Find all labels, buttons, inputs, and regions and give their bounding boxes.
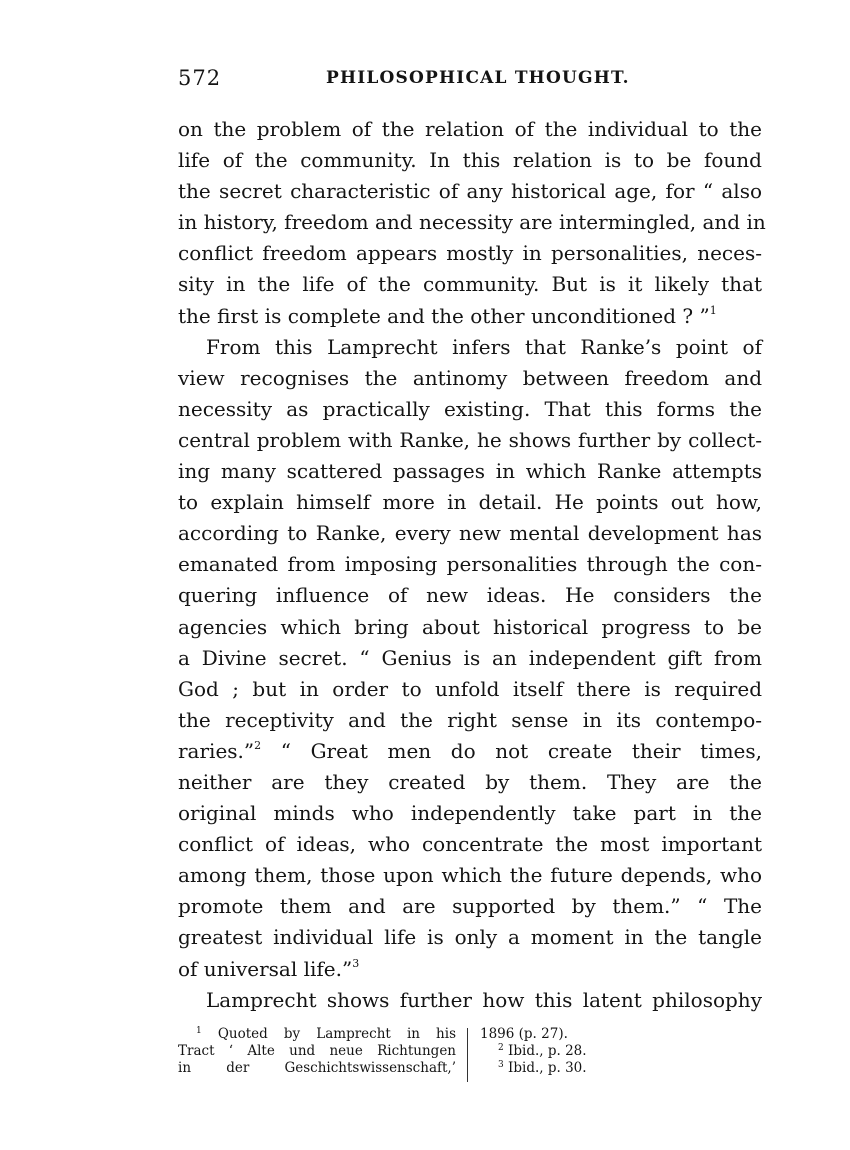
text-line: neither are they created by them. They are the [178, 769, 762, 794]
text-line: view recognises the antinomy between freedom and [178, 365, 762, 390]
text-line: ing many scattered passages in which Ranke attempts [178, 459, 762, 484]
text-line: central problem with Ranke, he shows further by collect- [178, 427, 762, 452]
footnote-line: Tract ‘ Alte und neue Richtungen [178, 1043, 456, 1059]
body-text [178, 114, 766, 1016]
footnote-ref: 1 [709, 303, 717, 317]
footnote-line: $^1$ Quoted by Lamprecht in his [196, 1026, 456, 1042]
footnote-mark: 2 [498, 1043, 504, 1053]
footnote-ref: 3 [352, 956, 360, 970]
text-line: life of the community. In this relation is to be found [178, 148, 762, 173]
page-header [178, 66, 762, 96]
text-line: the receptivity and the right sense in its contempo- [178, 707, 762, 732]
footnote-divider [467, 1028, 468, 1082]
footnote-line: in der Geschichtswissenschaft,’ [178, 1060, 456, 1076]
footnote-line: $^3$ Ibid., p. 30. [498, 1060, 587, 1076]
running-title: PHILOSOPHICAL THOUGHT. [326, 68, 630, 88]
text-line: the secret characteristic of any historical age, for “ also [178, 179, 762, 204]
text-line: original minds who independently take part in the [178, 801, 762, 826]
text-line: emanated from imposing personalities through the con- [178, 552, 762, 577]
page-number: 572 [178, 66, 222, 90]
text-line: in history, freedom and necessity are intermingled, and in [178, 210, 766, 235]
text-line: sity in the life of the community. But is it likely that [178, 272, 762, 297]
footnote-line: $^2$ Ibid., p. 28. [498, 1043, 587, 1059]
text-line: of universal life.”$^3$ [178, 956, 360, 981]
footnote-column-right [480, 1026, 760, 1077]
footnote-mark: 3 [498, 1060, 504, 1070]
footnote-ref: 2 [254, 738, 262, 752]
text-line: raries.”$^2$ “ Great men do not create their times, [178, 738, 762, 763]
text-line: the first is complete and the other unconditioned ? ”$^1$ [178, 303, 717, 328]
text-line: on the problem of the relation of the individual to the [178, 117, 762, 141]
footnote-column-left [178, 1026, 456, 1077]
text-line: Lamprecht shows further how this latent philosophy [206, 987, 762, 1012]
footnotes [178, 1026, 762, 1086]
text-line: to explain himself more in detail. He points out how, [178, 490, 762, 515]
footnote-line: 1896 (p. 27). [480, 1026, 568, 1042]
text-line: according to Ranke, every new mental development has [178, 521, 762, 546]
text-line: necessity as practically existing. That this forms the [178, 396, 762, 421]
text-line: a Divine secret. “ Genius is an independent gift from [178, 645, 762, 670]
text-line: greatest individual life is only a moment in the tangle [178, 925, 762, 950]
footnote-mark: 1 [196, 1026, 202, 1036]
text-line: among them, those upon which the future depends, who [178, 863, 762, 888]
text-line: From this Lamprecht infers that Ranke’s point of [206, 334, 762, 359]
text-line: promote them and are supported by them.” “ The [178, 894, 762, 919]
text-line: conflict freedom appears mostly in personalities, neces- [178, 241, 762, 266]
text-line: God ; but in order to unfold itself there is required [178, 676, 762, 701]
text-line: quering influence of new ideas. He considers the [178, 583, 762, 608]
text-line: conflict of ideas, who concentrate the most important [178, 832, 762, 857]
text-line: agencies which bring about historical progress to be [178, 614, 762, 639]
